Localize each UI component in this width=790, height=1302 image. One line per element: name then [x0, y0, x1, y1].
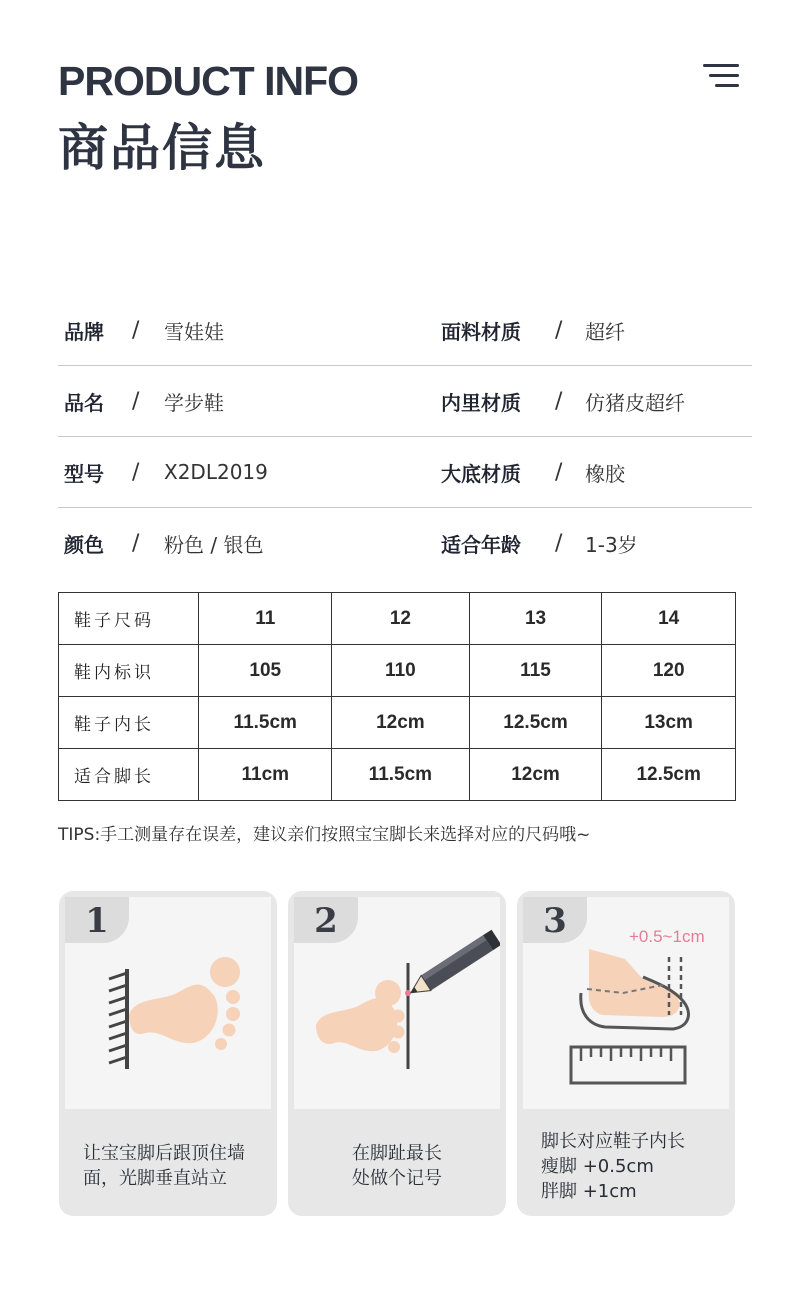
separator-slash: /: [132, 388, 140, 414]
table-cell: 13: [469, 593, 602, 645]
tips-text: TIPS:手工测量存在误差，建议亲们按照宝宝脚长来选择对应的尺码哦~: [58, 825, 591, 845]
table-row: [59, 749, 736, 801]
step-text-line: 让宝宝脚后跟顶住墙: [83, 1143, 245, 1164]
table-cell: 110: [332, 645, 470, 697]
table-cell: 11.5cm: [199, 697, 332, 749]
title-chinese: 商品信息: [58, 119, 266, 177]
info-value: 1-3岁: [585, 532, 638, 557]
info-value: X2DL2019: [164, 460, 268, 484]
table-cell: 12: [332, 593, 470, 645]
step-text-line: 处做个记号: [352, 1168, 442, 1189]
info-label: 大底材质: [441, 461, 521, 486]
table-cell: 11.5cm: [332, 749, 470, 801]
table-cell: 11: [199, 593, 332, 645]
info-value: 雪娃娃: [164, 319, 224, 344]
step-text-line: 面，光脚垂直站立: [83, 1168, 227, 1189]
title-english: PRODUCT INFO: [58, 58, 359, 104]
table-cell: 11cm: [199, 749, 332, 801]
step-card-2: [288, 891, 506, 1216]
step-number: 3: [523, 897, 587, 943]
separator-slash: /: [555, 388, 563, 414]
info-value: 超纤: [585, 319, 625, 344]
info-value: 学步鞋: [164, 390, 224, 415]
separator-slash: /: [132, 530, 140, 556]
info-value: 粉色 / 银色: [164, 532, 264, 557]
info-label: 面料材质: [441, 319, 521, 344]
table-cell: 14: [602, 593, 736, 645]
product-info-list: [58, 295, 752, 578]
step-number: 2: [294, 897, 358, 943]
step-illustration: [523, 897, 729, 1109]
separator-slash: /: [555, 317, 563, 343]
table-cell: 12.5cm: [469, 697, 602, 749]
table-cell: 12cm: [469, 749, 602, 801]
table-cell: 12.5cm: [602, 749, 736, 801]
step-text-line: 胖脚 +1cm: [541, 1181, 637, 1202]
menu-icon[interactable]: [703, 64, 739, 88]
step-illustration: [65, 897, 271, 1109]
step-text-line: 瘦脚 +0.5cm: [541, 1156, 654, 1177]
separator-slash: /: [132, 317, 140, 343]
table-row: [59, 593, 736, 645]
step-card-1: [59, 891, 277, 1216]
info-label: 适合年龄: [441, 532, 521, 557]
table-cell: 105: [199, 645, 332, 697]
info-label: 颜色: [64, 532, 104, 557]
separator-slash: /: [555, 530, 563, 556]
table-cell: 115: [469, 645, 602, 697]
step-number: 1: [65, 897, 129, 943]
allowance-note: +0.5~1cm: [629, 927, 705, 946]
table-row: [59, 697, 736, 749]
row-header: 鞋子内长: [59, 697, 199, 749]
info-label: 型号: [64, 461, 104, 486]
table-cell: 13cm: [602, 697, 736, 749]
step-card-3: [517, 891, 735, 1216]
row-header: 鞋子尺码: [59, 593, 199, 645]
info-row: [58, 366, 752, 437]
step-text-line: 脚长对应鞋子内长: [541, 1131, 685, 1152]
separator-slash: /: [132, 459, 140, 485]
size-table: [58, 592, 736, 801]
info-label: 品牌: [64, 319, 104, 344]
step-illustration: [294, 897, 500, 1109]
table-cell: 12cm: [332, 697, 470, 749]
row-header: 适合脚长: [59, 749, 199, 801]
info-row: [58, 437, 752, 508]
info-label: 内里材质: [441, 390, 521, 415]
info-row: [58, 508, 752, 578]
info-row: [58, 295, 752, 366]
step-text-line: 在脚趾最长: [352, 1143, 442, 1164]
info-value: 仿猪皮超纤: [585, 390, 685, 415]
separator-slash: /: [555, 459, 563, 485]
info-value: 橡胶: [585, 461, 625, 486]
table-cell: 120: [602, 645, 736, 697]
info-label: 品名: [64, 390, 104, 415]
row-header: 鞋内标识: [59, 645, 199, 697]
table-row: [59, 645, 736, 697]
